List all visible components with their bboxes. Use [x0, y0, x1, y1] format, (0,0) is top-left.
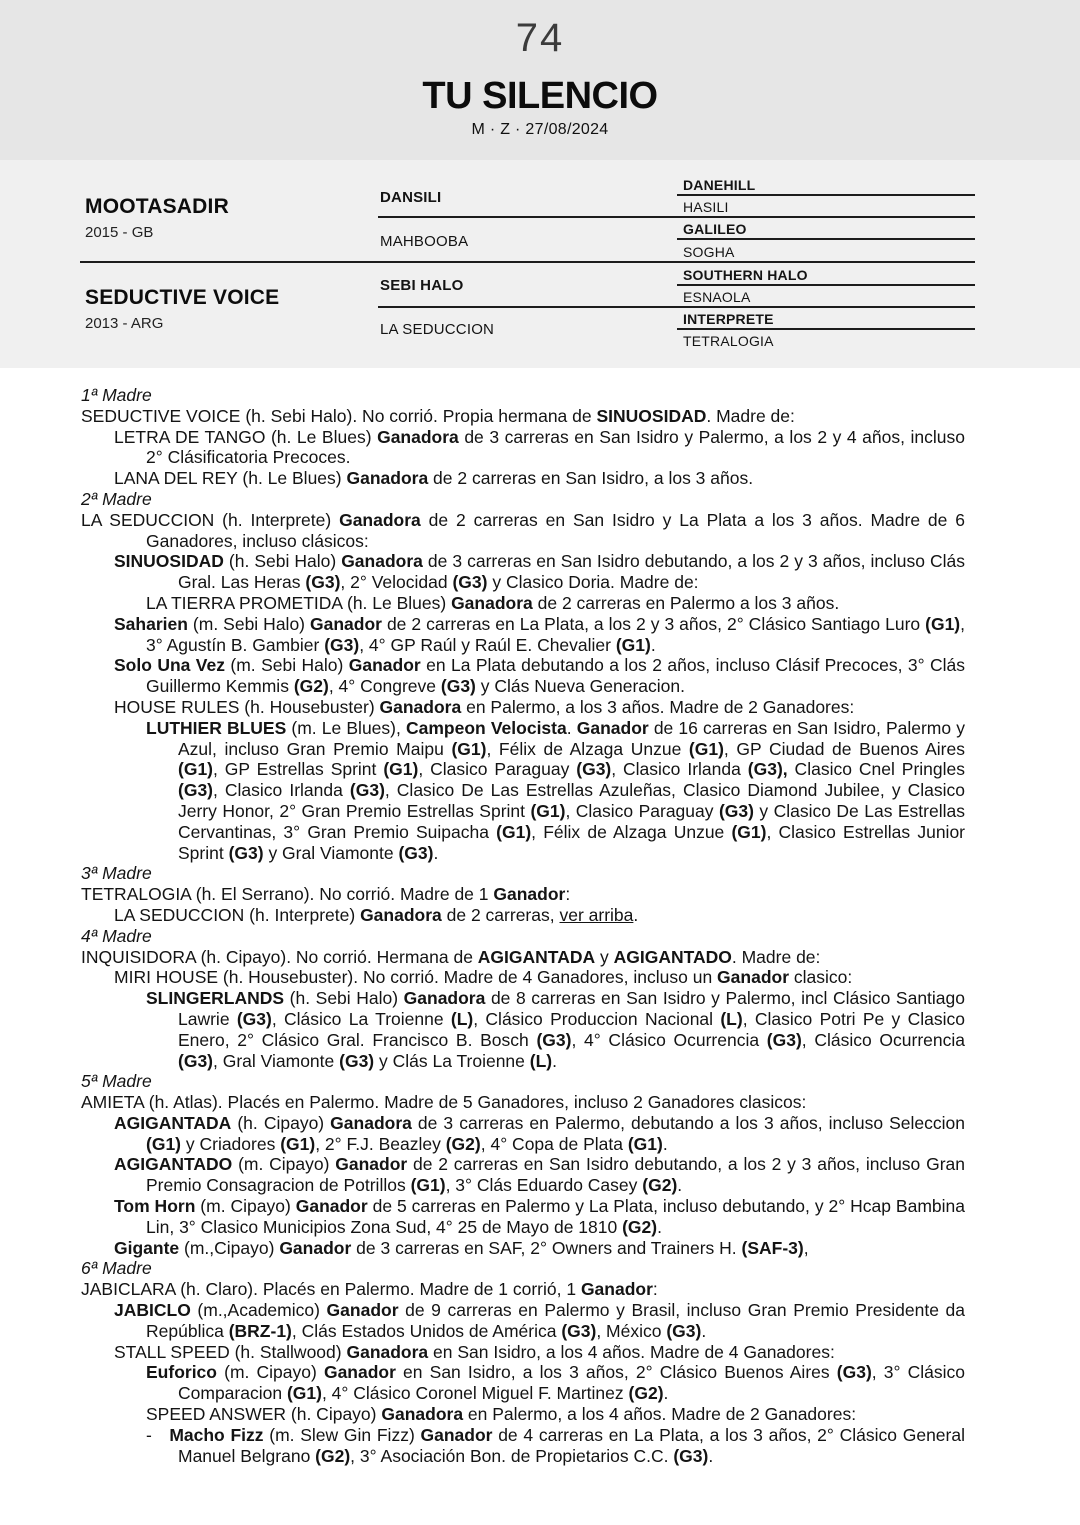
pedigree-paragraph [81, 510, 965, 552]
bold-text-run: Ganadora [451, 592, 533, 613]
text-run: , Clás Estados Unidos de América [291, 1320, 562, 1341]
text-run: MIRI HOUSE (h. Housebuster). No corrió. Madre de 4 Ganadores, incluso un [114, 967, 718, 988]
bold-text-run: LUTHIER BLUES [146, 717, 287, 738]
bold-text-run: (G2) [315, 1445, 351, 1466]
text-run: . [633, 904, 639, 925]
text-run: . [433, 842, 439, 863]
bold-text-run: (G3) [398, 842, 434, 863]
pedigree-paragraph [81, 1342, 965, 1363]
bold-text-run: (G1) [530, 800, 566, 821]
text-run: (m.,Cipayo) [179, 1237, 280, 1258]
bold-text-run: (G3) [324, 634, 360, 655]
text-run: , Gral Viamonte [213, 1050, 340, 1071]
text-run: y [595, 946, 614, 967]
text-run: . [662, 1133, 668, 1154]
bold-text-run: SINUOSIDAD [114, 551, 224, 572]
bold-text-run: AGIGANTADA [477, 946, 596, 967]
dam-dam-name: LA SEDUCCION [380, 321, 495, 338]
text-run: , 4° Copa de Plata [480, 1133, 628, 1154]
text-run: y Clasico De Las Estrellas Cervantinas, 3° Gran Premio Suipacha [178, 800, 965, 842]
bold-text-run: (L) [529, 1050, 553, 1071]
text-run: JABICLARA (h. Claro). Placés en Palermo. Madre de 1 corrió, 1 [81, 1279, 581, 1300]
pedigree-details [81, 385, 965, 1466]
bold-text-run: Ganadora [341, 551, 423, 572]
pedigree-paragraph [81, 967, 965, 988]
page-number: 74 [515, 16, 565, 60]
grandparent-name: TETRALOGIA [683, 333, 774, 349]
text-run: de 2 carreras en Palermo a los 3 años. [532, 592, 840, 613]
text-run: (m. Cipayo) [232, 1154, 336, 1175]
text-run: , Clasico Paraguay [418, 759, 577, 780]
text-run: . [663, 1383, 669, 1404]
text-run: INQUISIDORA (h. Cipayo). No corrió. Hermana de [81, 946, 478, 967]
text-run: y Clás La Troienne [374, 1050, 530, 1071]
bold-text-run: Ganador [335, 1154, 408, 1175]
text-run: . Madre de: [706, 405, 795, 426]
text-run: de 2 carreras, [441, 904, 560, 925]
text-run: Clasico Cnel Pringles [787, 759, 965, 780]
bold-text-run: JABICLO [114, 1300, 191, 1321]
text-run: (m. Cipayo) [195, 1196, 296, 1217]
bold-text-run: Ganador [576, 717, 649, 738]
sire-dam-name: MAHBOOBA [380, 233, 469, 250]
pedigree-paragraph [81, 1154, 965, 1196]
bold-text-run: Ganador [493, 884, 566, 905]
text-run: de 3 carreras en Palermo, debutando a los 3 años, incluso Seleccion [411, 1112, 965, 1133]
text-run: : [565, 884, 571, 905]
text-run: (m. Sebi Halo) [224, 655, 349, 676]
text-run: , GP Ciudad de Buenos Aires [723, 738, 965, 759]
text-run: , 3° Clás Eduardo Casey [445, 1175, 643, 1196]
text-run: de 2 carreras en La Plata, a los 2 y 3 años, 2° Clásico Santiago Luro [381, 613, 926, 634]
text-run: , Clasico De Las Estrellas Azuleñas, Clasico Diamond Jubilee, y Clasico Jerry Honor, 2° Gran Premio Estrellas Sprint [178, 780, 965, 821]
pedigree-paragraph [81, 406, 965, 427]
bold-text-run: Tom Horn [114, 1196, 196, 1217]
text-run: (m. Cipayo) [216, 1362, 324, 1383]
bold-text-run: Ganadora [379, 696, 462, 717]
text-run: , Clásico Ocurrencia [801, 1029, 965, 1050]
text-run: , 3° Asociación Bon. de Propietarios C.C. [350, 1445, 674, 1466]
text-run: de 3 carreras en San Isidro y Palermo, a los 2 y 4 años, incluso 2° Clásificatoria Precoces. [146, 426, 965, 468]
pedigree-paragraph [81, 718, 965, 864]
grandparent-name: ESNAOLA [683, 289, 751, 305]
text-run: y Gral Viamonte [263, 842, 399, 863]
bold-text-run: Euforico [146, 1362, 217, 1383]
pedigree-paragraph [81, 1279, 965, 1300]
pedigree-paragraph [81, 697, 965, 718]
grandparent-name: SOGHA [683, 244, 735, 260]
text-run: y Clasico Doria. Madre de: [487, 572, 699, 593]
bold-text-run: (G3) [339, 1050, 375, 1071]
grandparent-name: DANEHILL [683, 177, 756, 193]
pedigree-paragraph [81, 614, 965, 656]
text-run: , Clásico Produccion Nacional [473, 1008, 721, 1029]
pedigree-paragraph [81, 1238, 965, 1259]
text-run: de 3 carreras en SAF, 2° Owners and Trainers H. [351, 1237, 742, 1258]
bold-text-run: (G3) [576, 759, 612, 780]
text-run: . [552, 1050, 557, 1071]
bold-text-run: Ganador [310, 613, 382, 634]
bold-text-run: Ganador [420, 1424, 493, 1445]
bold-text-run: (G3) [452, 572, 488, 593]
text-run: en San Isidro, a los 4 años. Madre de 4 Ganadores: [428, 1341, 835, 1362]
bold-text-run: SLINGERLANDS [146, 988, 285, 1009]
text-run: - [146, 1424, 170, 1445]
text-run: , GP Estrellas Sprint [213, 759, 384, 780]
text-run: de 8 carreras en San Isidro y Palermo, incl Clásico Santiago Lawrie [178, 988, 965, 1029]
dam-sire-name: SEBI HALO [380, 277, 464, 294]
text-run: AMIETA (h. Atlas). Placés en Palermo. Madre de 5 Ganadores, incluso 2 Ganadores clasicos: [81, 1092, 807, 1113]
text-run: y Criadores [181, 1133, 281, 1154]
grandparent-name: GALILEO [683, 221, 747, 237]
text-run: clasico: [789, 967, 853, 988]
grandparent-name: SOUTHERN HALO [683, 267, 808, 283]
pedigree-paragraph [81, 1196, 965, 1238]
pedigree-paragraph [81, 1113, 965, 1155]
text-run: de 2 carreras en San Isidro y La Plata a los 3 años. Madre de 6 Ganadores, incluso clásicos: [146, 509, 965, 551]
grandparent-name: HASILI [683, 199, 729, 215]
bold-text-run: (G3) [666, 1320, 702, 1341]
pedigree-divider-line [677, 284, 975, 286]
text-run: de 5 carreras en Palermo y La Plata, incluso debutando, y 2° Hcap Bambina Lin, 3° Clasico Municipios Zona Sud, 4° 25 de Mayo de 1810 [146, 1196, 965, 1237]
bold-text-run: Ganadora [346, 468, 429, 489]
text-run: 1ª Madre [81, 385, 152, 405]
text-run: . [650, 634, 656, 655]
bold-text-run: (G3) [236, 1008, 272, 1029]
dam-name: SEDUCTIVE VOICE [85, 286, 280, 309]
text-run: 5ª Madre [81, 1071, 152, 1092]
page-title: TU SILENCIO [422, 75, 658, 117]
bold-text-run: Ganadora [377, 426, 459, 447]
bold-text-run: Ganadora [330, 1112, 412, 1133]
dam-years: 2013 - ARG [85, 315, 164, 332]
text-run: de 2 carreras en San Isidro debutando, a los 2 y 3 años, incluso Gran Premio Consagracion de Potrillos [146, 1154, 965, 1196]
bold-text-run: (G1) [688, 738, 724, 759]
text-run: (m. Slew Gin Fizz) [263, 1424, 421, 1445]
madre-section-heading [81, 863, 965, 884]
madre-section-heading [81, 489, 965, 510]
pedigree-paragraph [81, 1362, 965, 1404]
bold-text-run: (G2) [622, 1216, 658, 1237]
text-run: , Félix de Alzaga Unzue [486, 738, 689, 759]
text-run: . [677, 1175, 683, 1196]
text-run: . Madre de: [731, 946, 821, 967]
bold-text-run: (G3) [228, 842, 264, 863]
text-run: (h. Sebi Halo) [223, 551, 342, 572]
madre-section-heading [81, 1071, 965, 1092]
text-run: SEDUCTIVE VOICE (h. Sebi Halo). No corrió. Propia hermana de [81, 405, 597, 426]
pedigree-paragraph [81, 655, 965, 697]
bold-text-run: (G1) [280, 1133, 316, 1154]
bold-text-run: (G1) [496, 821, 532, 842]
text-run: , México [596, 1320, 667, 1341]
text-run: , Clasico Paraguay [565, 800, 719, 821]
bold-text-run: (G3), [747, 759, 788, 780]
bold-text-run: Campeon Velocista [405, 717, 567, 738]
bold-text-run: SINUOSIDAD [596, 405, 707, 426]
text-run: . [566, 717, 577, 738]
ver-arriba-reference: ver arriba [559, 904, 634, 925]
text-run: y Clás Nueva Generacion. [475, 676, 686, 697]
bold-text-run: (G3) [718, 800, 754, 821]
bold-text-run: AGIGANTADO [114, 1154, 233, 1175]
bold-text-run: (G1) [615, 634, 651, 655]
text-run: 2ª Madre [81, 488, 152, 509]
pedigree-paragraph [81, 947, 965, 968]
text-run: de 16 carreras en San Isidro, Palermo y Azul, incluso Gran Premio Maipu [178, 717, 965, 759]
text-run: en San Isidro, a los 3 años, 2° Clásico Buenos Aires [395, 1362, 837, 1383]
text-run: LA TIERRA PROMETIDA (h. Le Blues) [146, 592, 452, 613]
page-subtitle: M · Z · 27/08/2024 [471, 121, 609, 138]
pedigree-paragraph [81, 1092, 965, 1113]
sire-name: MOOTASADIR [85, 195, 229, 218]
text-run: , Clásico La Troienne [271, 1008, 451, 1029]
bold-text-run: (G2) [445, 1133, 481, 1154]
bold-text-run: (G3) [766, 1029, 802, 1050]
text-run: : [652, 1279, 658, 1300]
pedigree-paragraph [81, 593, 965, 614]
pedigree-paragraph [81, 988, 965, 1071]
text-run: , [803, 1237, 809, 1258]
bold-text-run: (G2) [628, 1383, 664, 1404]
bold-text-run: AGIGANTADA [114, 1112, 232, 1133]
pedigree-paragraph [81, 1300, 965, 1342]
text-run: (h. Cipayo) [231, 1112, 331, 1133]
text-run: , 2° Velocidad [340, 572, 453, 593]
pedigree-paragraph [81, 551, 965, 593]
pedigree-main-divider-line [80, 261, 975, 263]
text-run: de 4 carreras en La Plata, a los 3 años, 2° Clásico General Manuel Belgrano [178, 1424, 965, 1466]
sire-years: 2015 - GB [85, 224, 154, 241]
text-run: STALL SPEED (h. Stallwood) [114, 1341, 347, 1362]
bold-text-run: Saharien [114, 613, 188, 634]
text-run: 4ª Madre [81, 925, 152, 946]
text-run: LA SEDUCCION (h. Interprete) [114, 904, 361, 925]
madre-section-heading [81, 926, 965, 947]
text-run: , 4° Clásico Coronel Miguel F. Martinez [321, 1383, 629, 1404]
text-run: , 4° Clásico Ocurrencia [571, 1029, 767, 1050]
pedigree-divider-line [378, 216, 975, 218]
bold-text-run: (G1) [178, 759, 213, 780]
bold-text-run: Ganador [717, 967, 790, 988]
bold-text-run: Ganador [580, 1279, 653, 1300]
bold-text-run: (G1) [451, 738, 487, 759]
text-run: . [657, 1216, 662, 1237]
text-run: (m. Sebi Halo) [187, 613, 310, 634]
text-run: de 2 carreras en San Isidro, a los 3 años. [428, 468, 754, 489]
pedigree-paragraph [81, 884, 965, 905]
pedigree-paragraph [81, 905, 965, 926]
bold-text-run: (G3) [178, 780, 213, 801]
bold-text-run: Ganadora [339, 509, 421, 530]
page-header [0, 0, 1080, 160]
bold-text-run: Solo Una Vez [114, 655, 225, 676]
text-run: , Clasico Irlanda [213, 780, 350, 801]
bold-text-run: AGIGANTADO [613, 946, 732, 967]
bold-text-run: Ganadora [360, 904, 442, 925]
bold-text-run: (G1) [410, 1175, 446, 1196]
pedigree-divider-line [677, 328, 975, 330]
bold-text-run: Ganador [323, 1362, 396, 1383]
text-run: , Clasico Potri Pe y Clasico Enero, 2° Clásico Gral. Francisco B. Bosch [178, 1008, 965, 1050]
text-run: , 4° GP Raúl y Raúl E. Chevalier [359, 634, 616, 655]
text-run: (m. Le Blues), [286, 717, 406, 738]
text-run: (m.,Academico) [190, 1300, 327, 1321]
pedigree-paragraph [81, 468, 965, 489]
text-run: . [701, 1320, 707, 1341]
text-run: , Clasico Irlanda [611, 759, 748, 780]
bold-text-run: Ganador [326, 1300, 399, 1321]
text-run: LETRA DE TANGO (h. Le Blues) [114, 426, 378, 447]
text-run: , 2° F.J. Beazley [315, 1133, 446, 1154]
bold-text-run: (G3) [836, 1362, 872, 1383]
bold-text-run: Macho Fizz [169, 1424, 264, 1445]
bold-text-run: (SAF-3) [741, 1237, 804, 1258]
pedigree-paragraph [81, 427, 965, 469]
text-run: de 9 carreras en Palermo y Brasil, incluso Gran Premio Presidente da República [146, 1300, 966, 1341]
bold-text-run: (G3) [305, 572, 341, 593]
bold-text-run: Ganador [348, 655, 421, 676]
bold-text-run: (G1) [286, 1383, 322, 1404]
text-run: en La Plata debutando a los 2 años, incluso Clásif Precoces, 3° Clás Guillermo Kemmis [146, 655, 965, 697]
pedigree-paragraph [81, 1404, 965, 1425]
bold-text-run: (BRZ-1) [228, 1320, 292, 1341]
madre-section-heading [81, 385, 965, 406]
bold-text-run: (G3) [536, 1029, 572, 1050]
pedigree-divider-line [677, 238, 975, 240]
bold-text-run: (G2) [642, 1175, 678, 1196]
text-run: TETRALOGIA (h. El Serrano). No corrió. Madre de 1 [81, 884, 494, 905]
bold-text-run: (L) [720, 1008, 743, 1029]
bold-text-run: (G1) [627, 1133, 663, 1154]
bold-text-run: (G2) [293, 676, 329, 697]
bold-text-run: (G3) [349, 780, 385, 801]
sire-sire-name: DANSILI [380, 189, 442, 206]
pedigree-table [0, 160, 1080, 368]
bold-text-run: (G3) [178, 1050, 213, 1071]
bold-text-run: Ganadora [403, 988, 486, 1009]
text-run: , Félix de Alzaga Unzue [531, 821, 732, 842]
text-run: LANA DEL REY (h. Le Blues) [114, 468, 347, 489]
bold-text-run: (G3) [561, 1320, 597, 1341]
bold-text-run: (G1) [925, 613, 961, 634]
bold-text-run: (G1) [383, 759, 419, 780]
text-run: LA SEDUCCION (h. Interprete) [81, 509, 340, 530]
text-run: , 3° Clásico Comparacion [178, 1362, 965, 1404]
bold-text-run: (G1) [731, 821, 767, 842]
pedigree-divider-line [677, 194, 975, 196]
bold-text-run: (G3) [440, 676, 476, 697]
text-run: SPEED ANSWER (h. Cipayo) [146, 1404, 382, 1425]
text-run: en Palermo, a los 4 años. Madre de 2 Ganadores: [463, 1404, 857, 1425]
text-run: , 3° Agustín B. Gambier [146, 613, 965, 655]
text-run: . [708, 1445, 714, 1466]
grandparent-name: INTERPRETE [683, 311, 774, 327]
bold-text-run: (G1) [146, 1133, 181, 1154]
bold-text-run: Ganadora [381, 1404, 464, 1425]
text-run: de 3 carreras en San Isidro debutando, a los 2 y 3 años, incluso Clás Gral. Las Heras [178, 551, 966, 593]
madre-section-heading [81, 1258, 965, 1279]
bold-text-run: (G3) [673, 1445, 709, 1466]
bold-text-run: (L) [450, 1008, 474, 1029]
text-run: en Palermo, a los 3 años. Madre de 2 Ganadores: [461, 696, 855, 717]
pedigree-paragraph [81, 1425, 965, 1467]
bold-text-run: Ganador [279, 1237, 352, 1258]
bold-text-run: Ganadora [346, 1341, 429, 1362]
text-run: HOUSE RULES (h. Housebuster) [114, 696, 380, 717]
text-run: 6ª Madre [81, 1258, 152, 1279]
text-run: , Clasico Estrellas Junior Sprint [178, 821, 966, 863]
text-run: (h. Sebi Halo) [284, 988, 404, 1009]
text-run: , 4° Congreve [328, 676, 441, 697]
bold-text-run: Gigante [114, 1237, 180, 1258]
bold-text-run: Ganador [295, 1196, 368, 1217]
text-run: 3ª Madre [81, 863, 152, 884]
pedigree-divider-line [378, 306, 975, 308]
